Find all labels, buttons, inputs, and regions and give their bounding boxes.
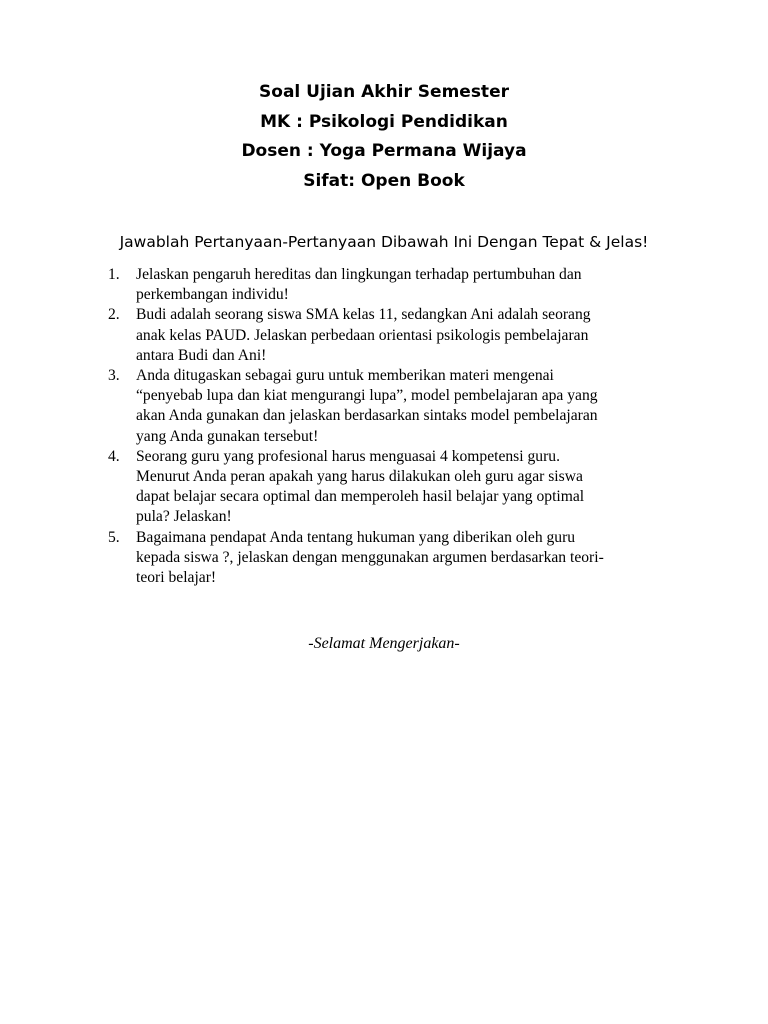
question-number: 2. bbox=[108, 306, 120, 324]
question-line: antara Budi dan Ani! bbox=[136, 346, 267, 364]
question-line: Anda ditugaskan sebagai guru untuk memberikan materi mengenai bbox=[136, 367, 554, 385]
lecturer-name: Dosen : Yoga Permana Wijaya bbox=[241, 141, 527, 161]
question-line: Jelaskan pengaruh hereditas dan lingkungan terhadap pertumbuhan dan bbox=[136, 266, 582, 283]
question-number: 3. bbox=[108, 367, 120, 385]
question-line: teori belajar! bbox=[136, 569, 217, 587]
question-item bbox=[104, 366, 668, 447]
question-line: pula? Jelaskan! bbox=[136, 508, 232, 526]
question-line: Seorang guru yang profesional harus menguasai 4 kompetensi guru. bbox=[136, 447, 560, 465]
question-number: 5. bbox=[108, 528, 120, 546]
exam-header bbox=[0, 78, 768, 196]
question-line: dapat belajar secara optimal dan memperoleh hasil belajar yang optimal bbox=[136, 488, 585, 506]
question-item bbox=[104, 305, 668, 366]
question-item bbox=[104, 528, 668, 589]
question-line: Bagaimana pendapat Anda tentang hukuman yang diberikan oleh guru bbox=[136, 528, 576, 546]
question-line: yang Anda gunakan tersebut! bbox=[136, 427, 319, 445]
question-line: Budi adalah seorang siswa SMA kelas 11, sedangkan Ani adalah seorang bbox=[136, 306, 591, 324]
closing-note: -Selamat Mengerjakan- bbox=[308, 635, 460, 652]
question-line: perkembangan individu! bbox=[136, 286, 289, 304]
question-item bbox=[104, 265, 668, 305]
course-name: MK : Psikologi Pendidikan bbox=[260, 111, 508, 132]
question-line: akan Anda gunakan dan jelaskan berdasarkan sintaks model pembelajaran bbox=[136, 407, 598, 425]
question-number: 4. bbox=[108, 447, 120, 465]
exam-instruction: Jawablah Pertanyaan-Pertanyaan Dibawah Ini Dengan Tepat & Jelas! bbox=[119, 233, 649, 251]
question-item bbox=[104, 447, 668, 528]
exam-nature: Sifat: Open Book bbox=[303, 170, 465, 191]
question-line: “penyebab lupa dan kiat mengurangi lupa”, model pembelajaran apa yang bbox=[136, 387, 598, 405]
question-line: kepada siswa ?, jelaskan dengan menggunakan argumen berdasarkan teori- bbox=[136, 548, 604, 566]
question-line: anak kelas PAUD. Jelaskan perbedaan orientasi psikologis pembelajaran bbox=[136, 326, 589, 344]
question-line: Menurut Anda peran apakah yang harus dilakukan oleh guru agar siswa bbox=[136, 468, 583, 486]
question-number: 1. bbox=[108, 266, 120, 283]
question-list bbox=[104, 265, 668, 588]
exam-title: Soal Ujian Akhir Semester bbox=[259, 82, 509, 102]
